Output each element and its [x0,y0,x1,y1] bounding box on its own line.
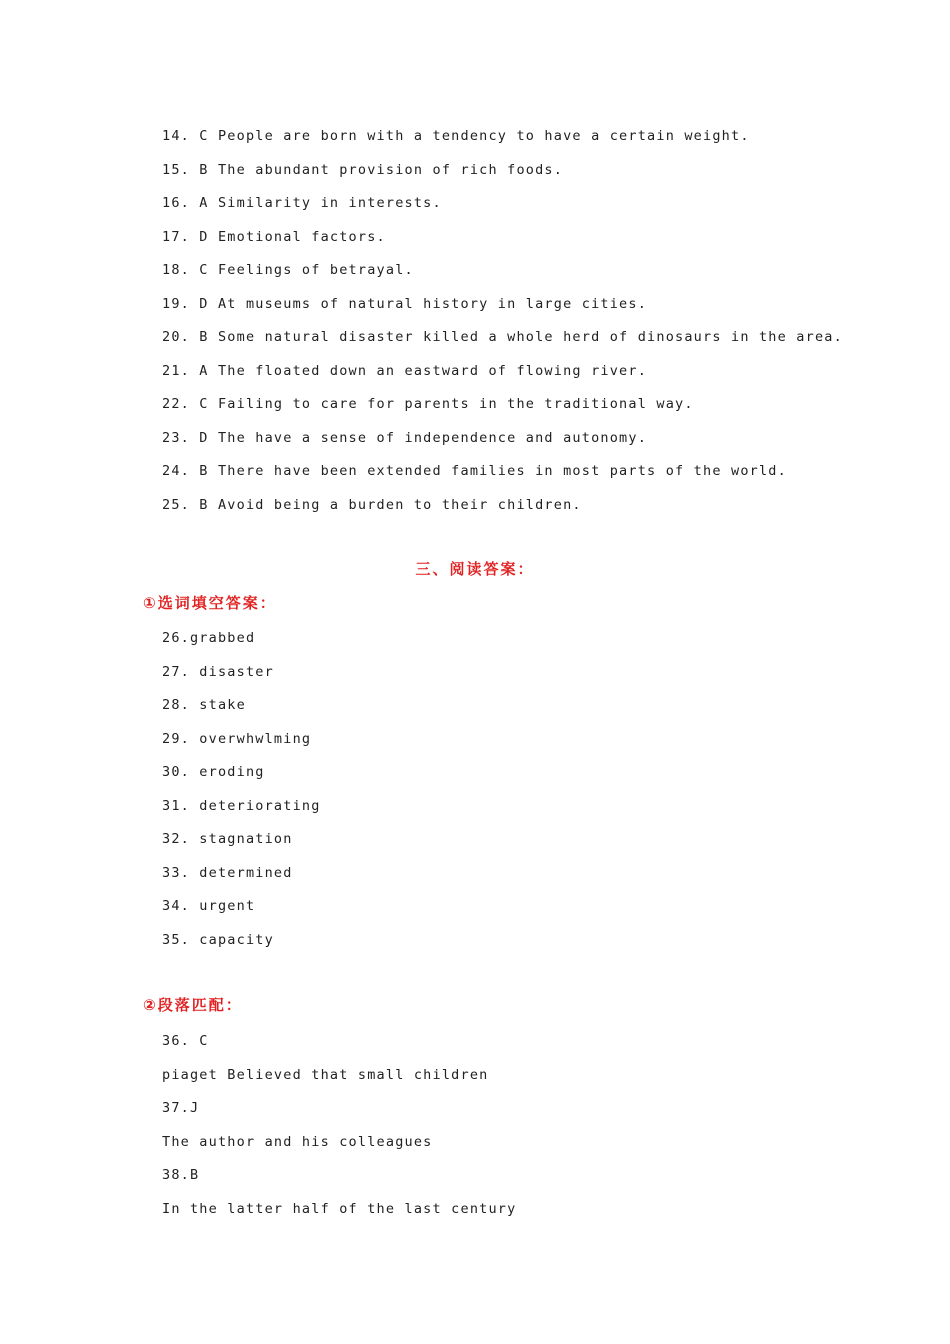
reading-section-title: 三、阅读答案： [415,560,535,578]
answer-explanation: The author and his colleagues [162,1133,433,1150]
listening-answer-list [162,120,882,522]
answer-explanation: In the latter half of the last century [162,1200,517,1217]
answer-explanation: piaget Believed that small children [162,1066,489,1083]
paragraph-matching-heading: ②段落匹配： [143,996,243,1014]
answer-line: 35. capacity [162,931,274,948]
answer-line: 18. C Feelings of betrayal. [162,262,414,278]
answer-line: 27. disaster [162,663,274,680]
answer-line: 15. B The abundant provision of rich foods. [162,161,564,178]
answer-line: 22. C Failing to care for parents in the traditional way. [162,396,694,412]
answer-line: 38.B [162,1167,200,1183]
answer-line: 23. D The have a sense of independence and autonomy. [162,429,648,446]
answer-line: 32. stagnation [162,831,293,847]
answer-line: 16. A Similarity in interests. [162,195,442,211]
answer-line: 37.J [162,1100,200,1116]
answer-line: 34. urgent [162,898,256,914]
answer-line: 25. B Avoid being a burden to their children. [162,496,582,513]
answer-line: 20. B Some natural disaster killed a whole herd of dinosaurs in the area. [162,329,843,345]
answer-line: 33. determined [162,864,293,881]
word-choice-heading: ①选词填空答案： [143,594,277,612]
answer-line: 19. D At museums of natural history in large cities. [162,295,648,312]
answer-line: 26.grabbed [162,630,256,646]
answer-line: 30. eroding [162,764,265,780]
answer-line: 14. C People are born with a tendency to have a certain weight. [162,128,750,144]
answer-line: 31. deteriorating [162,797,321,814]
word-choice-answer-list [162,622,882,957]
answer-line: 21. A The floated down an eastward of flowing river. [162,362,648,379]
answer-line: 28. stake [162,697,246,713]
answer-line: 24. B There have been extended families in most parts of the world. [162,463,787,479]
answer-line: 36. C [162,1033,209,1049]
answer-line: 29. overwhwlming [162,730,312,747]
answer-line: 17. D Emotional factors. [162,228,386,245]
paragraph-matching-answer-list [162,1025,882,1226]
